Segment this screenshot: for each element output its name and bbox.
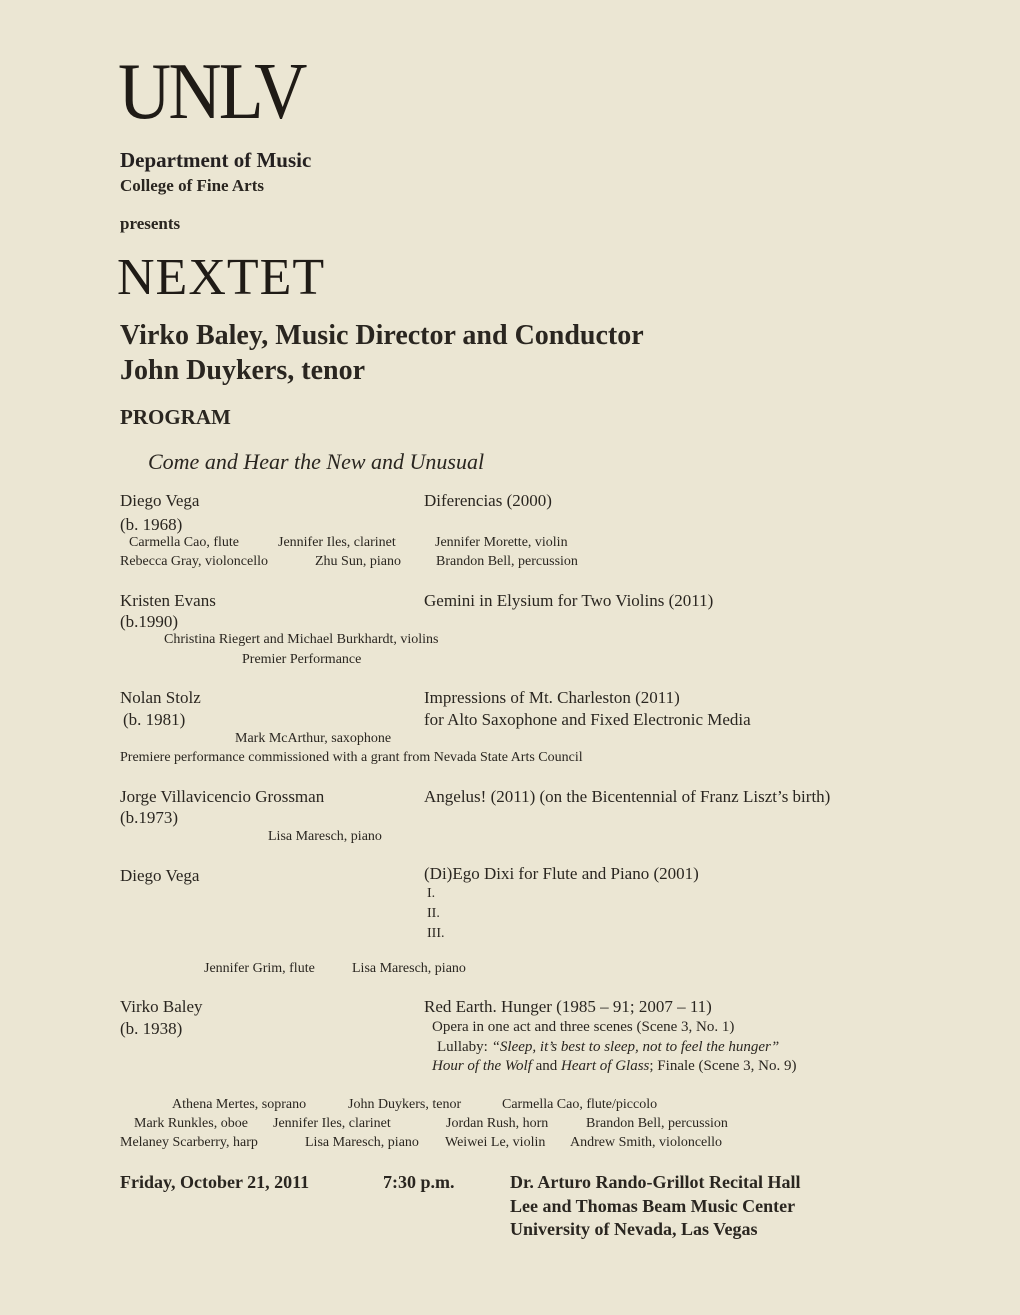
- lullaby-quote: “Sleep, it’s best to sleep, not to feel the hunger”: [491, 1039, 780, 1055]
- performer: Rebecca Gray, violoncello: [120, 554, 268, 569]
- department-name: Department of Music: [120, 148, 312, 172]
- ensemble-title: NEXTET: [117, 249, 326, 306]
- tenor-line: John Duykers, tenor: [120, 355, 366, 386]
- work-subtitle: Opera in one act and three scenes (Scene 3, No. 1): [432, 1019, 735, 1035]
- movement: III.: [427, 926, 445, 941]
- finale-title-2: Heart of Glass: [561, 1058, 650, 1074]
- performer: Brandon Bell, percussion: [436, 554, 578, 569]
- performer: Jennifer Morette, violin: [435, 535, 568, 550]
- composer-dates: (b.1973): [120, 808, 179, 827]
- movement: II.: [427, 906, 440, 921]
- composer-dates: (b. 1938): [120, 1019, 183, 1038]
- finale-rest: ; Finale (Scene 3, No. 9): [649, 1058, 797, 1074]
- performance-note: Premiere performance commissioned with a grant from Nevada State Arts Council: [120, 750, 583, 765]
- performer: Christina Riegert and Michael Burkhardt, violins: [164, 632, 439, 647]
- performer: Brandon Bell, percussion: [586, 1116, 728, 1131]
- work-subtitle: for Alto Saxophone and Fixed Electronic Media: [424, 710, 751, 729]
- college-name: College of Fine Arts: [120, 176, 264, 195]
- concert-date: Friday, October 21, 2011: [120, 1172, 310, 1192]
- unlv-logo: UNLV: [118, 48, 305, 136]
- program-tagline: Come and Hear the New and Unusual: [148, 449, 485, 474]
- composer-name: Diego Vega: [120, 491, 200, 510]
- performer: John Duykers, tenor: [348, 1097, 462, 1112]
- performer: Andrew Smith, violoncello: [570, 1135, 723, 1150]
- concert-time: 7:30 p.m.: [383, 1172, 455, 1192]
- performer: Carmella Cao, flute/piccolo: [502, 1097, 658, 1112]
- composer-dates: (b.1990): [120, 612, 179, 631]
- performer: Athena Mertes, soprano: [172, 1097, 307, 1112]
- venue-line: Dr. Arturo Rando-Grillot Recital Hall: [510, 1172, 801, 1192]
- performance-note: Premier Performance: [242, 652, 362, 667]
- work-title: Angelus! (2011) (on the Bicentennial of Franz Liszt’s birth): [424, 787, 831, 806]
- venue-line: University of Nevada, Las Vegas: [510, 1219, 758, 1239]
- lullaby-prefix: Lullaby:: [437, 1039, 492, 1055]
- performer: Mark Runkles, oboe: [134, 1116, 248, 1131]
- work-title: Gemini in Elysium for Two Violins (2011): [424, 591, 714, 610]
- composer-name: Jorge Villavicencio Grossman: [120, 787, 325, 806]
- finale-and: and: [531, 1058, 562, 1074]
- composer-name: Virko Baley: [120, 997, 203, 1016]
- performer: Lisa Maresch, piano: [305, 1135, 419, 1150]
- work-title: Diferencias (2000): [424, 491, 552, 510]
- performer: Jordan Rush, horn: [446, 1116, 549, 1131]
- composer-dates: (b. 1968): [120, 515, 183, 534]
- performer: Mark McArthur, saxophone: [235, 731, 392, 746]
- performer: Jennifer Grim, flute: [204, 961, 315, 976]
- composer-name: Diego Vega: [120, 866, 200, 885]
- performer: Weiwei Le, violin: [445, 1135, 546, 1150]
- venue-line: Lee and Thomas Beam Music Center: [510, 1196, 796, 1216]
- movement: I.: [427, 886, 436, 901]
- work-title: Red Earth. Hunger (1985 – 91; 2007 – 11): [424, 997, 712, 1016]
- performer: Lisa Maresch, piano: [352, 961, 466, 976]
- work-title: (Di)Ego Dixi for Flute and Piano (2001): [424, 864, 699, 883]
- work-title: Impressions of Mt. Charleston (2011): [424, 688, 680, 707]
- performer: Melaney Scarberry, harp: [120, 1135, 258, 1150]
- director-line: Virko Baley, Music Director and Conductor: [120, 320, 644, 351]
- performer: Jennifer Iles, clarinet: [278, 535, 396, 550]
- performer: Jennifer Iles, clarinet: [273, 1116, 391, 1131]
- finale-line: [432, 1058, 796, 1075]
- performer: Zhu Sun, piano: [315, 554, 401, 569]
- composer-name: Nolan Stolz: [120, 688, 201, 707]
- presents-label: presents: [120, 214, 181, 233]
- performer: Carmella Cao, flute: [129, 535, 240, 550]
- lullaby-line: [437, 1039, 779, 1056]
- program-heading: PROGRAM: [120, 405, 231, 429]
- composer-name: Kristen Evans: [120, 591, 216, 610]
- performer: Lisa Maresch, piano: [268, 829, 382, 844]
- composer-dates: (b. 1981): [123, 710, 186, 729]
- finale-title-1: Hour of the Wolf: [432, 1058, 532, 1074]
